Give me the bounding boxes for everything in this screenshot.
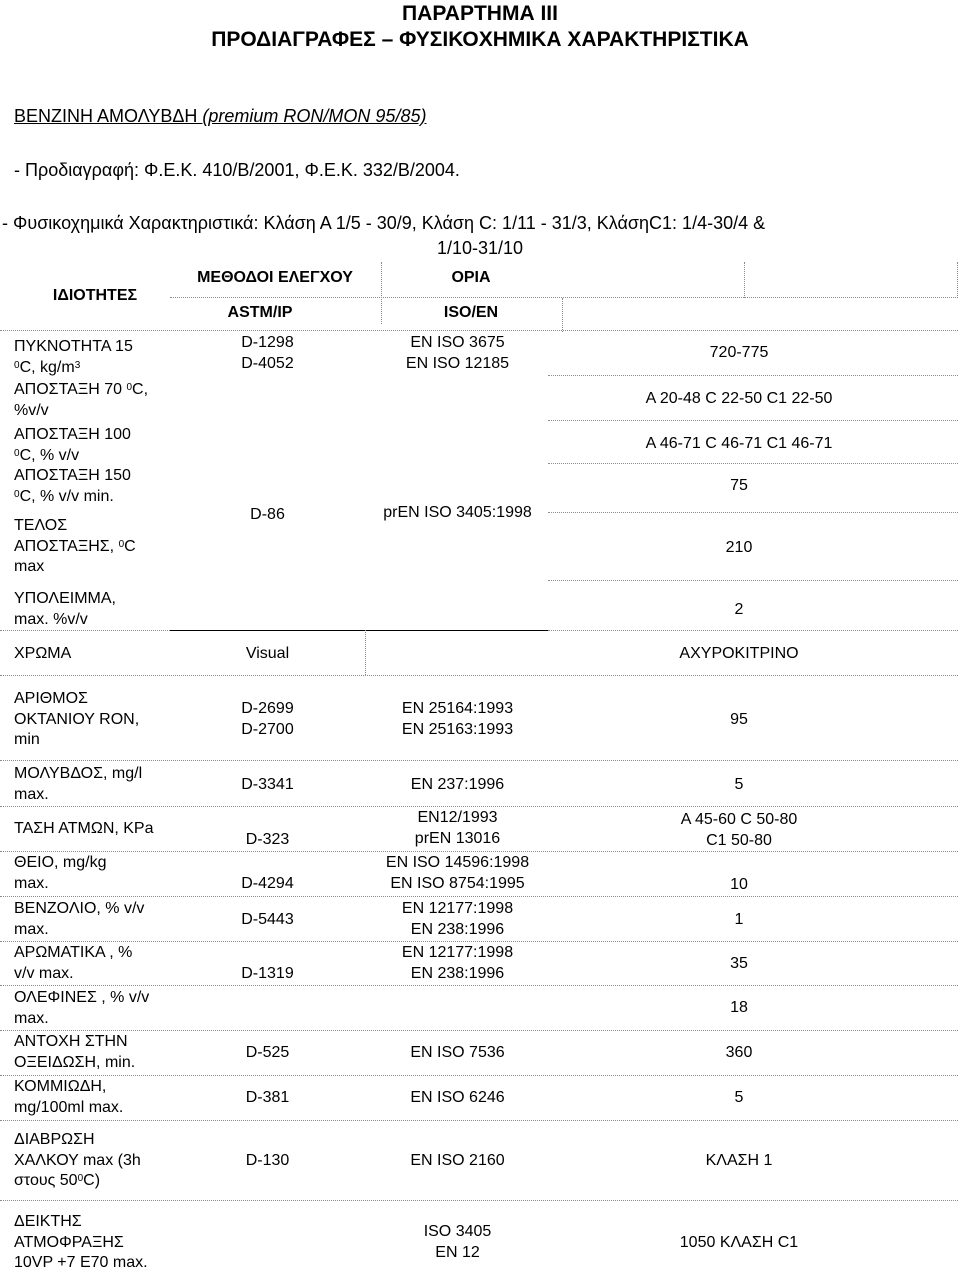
grid-line (0, 851, 958, 852)
iso-ron (365, 699, 550, 740)
degree-sup: 0 (14, 488, 20, 500)
property-lead-line1: ΜΟΛΥΒΔΟΣ, mg/l (14, 765, 143, 782)
property-sulfur (14, 853, 106, 894)
property-endpoint-line3: max (14, 558, 45, 575)
grid-line (0, 630, 170, 631)
astm-sulfur: D-4294 (241, 875, 294, 892)
iso-density (365, 333, 550, 374)
grid-line (0, 806, 958, 807)
limit-vapor-2: C1 50-80 (706, 831, 772, 849)
property-benzene-line1: ΒΕΝΖΟΛΙΟ, % v/v (14, 900, 145, 917)
physchem-line: - Φυσικοχημικά Χαρακτηριστικά: Κλάση Α 1/5 - 30/9, Κλάση C: 1/11 - 31/3, ΚλάσηC1: 1/4-30/4 & (2, 213, 766, 233)
limit-density: 720-775 (709, 344, 769, 361)
grid-line (548, 580, 958, 581)
property-density-unit: C, kg/m (19, 358, 75, 376)
property-vli-line3: 10VP +7 E70 max. (14, 1254, 148, 1271)
property-vli-line1: ΔΕΙΚΤΗΣ (14, 1213, 82, 1230)
property-aromatics (14, 943, 132, 984)
col-header-limits: ΟΡΙΑ (451, 269, 491, 286)
limit-lead: 5 (734, 776, 744, 793)
grid-line (548, 463, 958, 464)
grid-line (548, 420, 958, 421)
iso-lead: EN 237:1996 (410, 776, 505, 793)
property-gum-line2: mg/100ml max. (14, 1098, 124, 1116)
iso-density-1: EN ISO 3675 (410, 334, 505, 351)
grid-line (548, 375, 958, 376)
property-dist100-unit: C, % v/v (19, 446, 80, 464)
property-sulfur-line2: max. (14, 874, 49, 892)
col-header-iso: ISO/EN (443, 304, 499, 321)
degree-sup: 0 (126, 382, 133, 393)
property-oxidation-line1: ΑΝΤΟΧΗ ΣΤΗΝ (14, 1033, 128, 1050)
grid-line (0, 675, 958, 676)
property-vapor: ΤΑΣΗ ΑΤΜΩΝ, KPa (14, 820, 154, 837)
degree-sup: 0 (77, 1173, 84, 1184)
grid-line (0, 985, 958, 986)
property-vli-line2: ΑΤΜΟΦΡΑΞΗΣ (14, 1233, 124, 1251)
property-dist70-line2: %v/v (14, 401, 49, 419)
property-corrosion-line1: ΔΙΑΒΡΩΣΗ (14, 1131, 95, 1148)
property-corrosion-line3 (14, 1171, 141, 1192)
iso-sulfur (365, 853, 550, 894)
property-corrosion (14, 1130, 141, 1192)
iso-density-2: EN ISO 12185 (405, 354, 510, 372)
limit-endpoint: 210 (725, 539, 753, 556)
limit-gum: 5 (734, 1089, 744, 1106)
astm-density-2: D-4052 (241, 354, 294, 372)
property-aromatics-line2: v/v max. (14, 964, 74, 982)
limit-vli: 1050 ΚΛΑΣΗ C1 (679, 1234, 799, 1251)
specifications-title: ΠΡΟΔΙΑΓΡΑΦΕΣ – ΦΥΣΙΚΟΧΗΜΙΚΑ ΧΑΡΑΚΤΗΡΙΣΤΙΚΑ (211, 28, 749, 51)
iso-benzene-2: EN 238:1996 (410, 920, 505, 938)
grid-line (0, 330, 958, 331)
astm-color: Visual (245, 645, 290, 662)
property-benzene (14, 899, 144, 940)
appendix-title: ΠΑΡΑΡΤΗΜΑ ΙΙΙ (402, 2, 558, 25)
property-dist150-line1: ΑΠΟΣΤΑΞΗ 150 (14, 467, 131, 484)
property-ron-line2: ΟΚΤΑΝΙΟΥ RON, (14, 710, 140, 728)
col-header-methods: ΜΕΘΟΔΟΙ ΕΛΕΓΧΟΥ (197, 269, 353, 286)
property-residue-line2: max. %v/v (14, 610, 88, 628)
iso-vapor-1: EN12/1993 (417, 809, 498, 826)
iso-benzene (365, 899, 550, 940)
grid-line (365, 630, 366, 675)
property-olefins-line2: max. (14, 1009, 49, 1027)
astm-corrosion: D-130 (245, 1152, 290, 1169)
property-density-line2 (14, 358, 133, 379)
astm-vapor: D-323 (245, 831, 290, 848)
iso-gum: EN ISO 6246 (410, 1089, 505, 1106)
col-header-astm: ASTM/IP (227, 304, 293, 321)
limit-corrosion: ΚΛΑΣΗ 1 (705, 1152, 773, 1169)
property-ron-line3: min (14, 731, 40, 748)
property-vli (14, 1212, 148, 1274)
property-density-line1: ΠΥΚΝΟΤΗΤΑ 15 (14, 338, 133, 355)
iso-ron-1: EN 25164:1993 (401, 700, 514, 717)
cubic-sup: 3 (74, 359, 81, 371)
property-color: ΧΡΩΜΑ (14, 645, 72, 662)
property-ron (14, 689, 139, 751)
grid-line (0, 941, 958, 942)
astm-lead: D-3341 (241, 776, 294, 793)
property-aromatics-line1: ΑΡΩΜΑΤΙΚΑ , % (14, 944, 133, 961)
property-dist70-unit: C, (132, 381, 149, 398)
iso-benzene-1: EN 12177:1998 (401, 900, 514, 917)
col-header-property: ΙΔΙΟΤΗΤΕΣ (52, 287, 138, 304)
product-name: ΒΕΝΖΙΝΗ ΑΜΟΛΥΒΔΗ (14, 106, 203, 126)
property-oxidation (14, 1032, 135, 1073)
iso-sulfur-2: EN ISO 8754:1995 (390, 874, 525, 892)
property-corrosion-text: στους 50 (14, 1172, 78, 1189)
astm-density (170, 333, 365, 374)
grid-line (562, 298, 563, 332)
iso-vli-1: ISO 3405 (423, 1223, 492, 1240)
property-oxidation-line2: ΟΞΕΙΔΩΣΗ, min. (14, 1053, 136, 1071)
property-gum-line1: ΚΟΜΜΙΩΔΗ, (14, 1078, 107, 1095)
grid-line (0, 1200, 958, 1201)
property-dist100-line1: ΑΠΟΣΤΑΞΗ 100 (14, 426, 131, 443)
limit-residue: 2 (734, 601, 744, 618)
astm-ron-1: D-2699 (241, 700, 294, 717)
astm-aromatics: D-1319 (241, 965, 294, 982)
limit-dist70: A 20-48 C 22-50 C1 22-50 (645, 390, 833, 407)
property-gum (14, 1077, 123, 1118)
product-heading (14, 106, 426, 127)
iso-vli (365, 1222, 550, 1263)
iso-vapor-2: prEN 13016 (414, 829, 501, 847)
property-benzene-line2: max. (14, 920, 49, 938)
property-olefins-line1: ΟΛΕΦΙΝΕΣ , % v/v (14, 989, 150, 1006)
spec-line: - Προδιαγραφή: Φ.Ε.Κ. 410/Β/2001, Φ.Ε.Κ. 332/Β/2004. (14, 160, 460, 180)
astm-distillation: D-86 (250, 506, 285, 523)
property-lead-line2: max. (14, 785, 49, 803)
limit-vapor (548, 810, 930, 851)
astm-gum: D-381 (245, 1089, 290, 1106)
grid-line (0, 1075, 958, 1076)
degree-sup: 0 (14, 447, 20, 459)
iso-distillation: prEN ISO 3405:1998 (383, 504, 532, 521)
property-corrosion-line2: ΧΑΛΚΟΥ max (3h (14, 1151, 141, 1169)
property-dist150 (14, 466, 131, 507)
limit-vapor-1: A 45-60 C 50-80 (680, 811, 798, 828)
grid-line (0, 896, 958, 897)
property-endpoint-unit: C (124, 537, 136, 555)
property-lead (14, 764, 142, 805)
limit-dist150: 75 (730, 477, 748, 494)
grid-line (0, 1030, 958, 1031)
grid-line (0, 760, 958, 761)
property-residue-line1: ΥΠΟΛΕΙΜΜΑ, (14, 590, 116, 607)
iso-corrosion: EN ISO 2160 (410, 1152, 505, 1169)
grid-line (744, 262, 745, 298)
property-olefins (14, 988, 149, 1029)
degree-sup: 0 (14, 359, 20, 371)
property-dist150-unit: C, % v/v min. (19, 487, 114, 505)
grid-line (548, 630, 958, 631)
iso-vli-2: EN 12 (435, 1243, 480, 1261)
astm-benzene: D-5443 (241, 911, 294, 928)
limit-olefins: 18 (730, 999, 748, 1016)
grid-line (170, 297, 958, 298)
iso-ron-2: EN 25163:1993 (401, 720, 514, 738)
property-sulfur-line1: ΘΕΙΟ, mg/kg (14, 854, 107, 871)
property-dist70-text: ΑΠΟΣΤΑΞΗ 70 (14, 381, 127, 398)
iso-aromatics-2: EN 238:1996 (410, 964, 505, 982)
property-endpoint-line1: ΤΕΛΟΣ (14, 517, 68, 534)
limit-oxidation: 360 (725, 1044, 753, 1061)
property-dist100-line2 (14, 446, 131, 467)
iso-oxidation: EN ISO 7536 (410, 1044, 505, 1061)
limit-sulfur: 10 (730, 876, 748, 893)
limit-dist100: A 46-71 C 46-71 C1 46-71 (645, 435, 833, 452)
degree-sup: 0 (118, 538, 125, 550)
astm-ron (170, 699, 365, 740)
property-dist70 (14, 380, 148, 421)
iso-aromatics (365, 943, 550, 984)
property-dist150-line2 (14, 487, 131, 508)
product-grade: (premium RON/MON 95/85) (202, 106, 427, 126)
iso-aromatics-1: EN 12177:1998 (401, 944, 514, 961)
property-dist70-line1 (14, 380, 148, 401)
iso-sulfur-1: EN ISO 14596:1998 (385, 854, 530, 871)
astm-density-1: D-1298 (241, 334, 294, 351)
astm-ron-2: D-2700 (241, 720, 294, 738)
property-dist100 (14, 425, 131, 466)
grid-line (548, 512, 958, 513)
property-residue (14, 589, 116, 630)
limit-color: ΑΧΥΡΟΚΙΤΡΙΝΟ (679, 645, 799, 662)
physchem-line-cont: 1/10-31/10 (436, 238, 524, 258)
limit-ron: 95 (730, 711, 748, 728)
limit-aromatics: 35 (730, 955, 748, 972)
property-ron-line1: ΑΡΙΘΜΟΣ (14, 690, 88, 707)
property-endpoint-text: ΑΠΟΣΤΑΞΗΣ, (14, 537, 119, 555)
grid-line (0, 1120, 958, 1121)
property-density (14, 337, 133, 378)
iso-vapor (365, 808, 550, 849)
property-corrosion-unit: C) (83, 1172, 101, 1189)
astm-oxidation: D-525 (245, 1044, 290, 1061)
property-endpoint (14, 516, 136, 578)
limit-benzene: 1 (734, 911, 744, 928)
property-endpoint-line2 (14, 537, 136, 558)
grid-line (170, 630, 548, 631)
grid-line (957, 262, 958, 298)
